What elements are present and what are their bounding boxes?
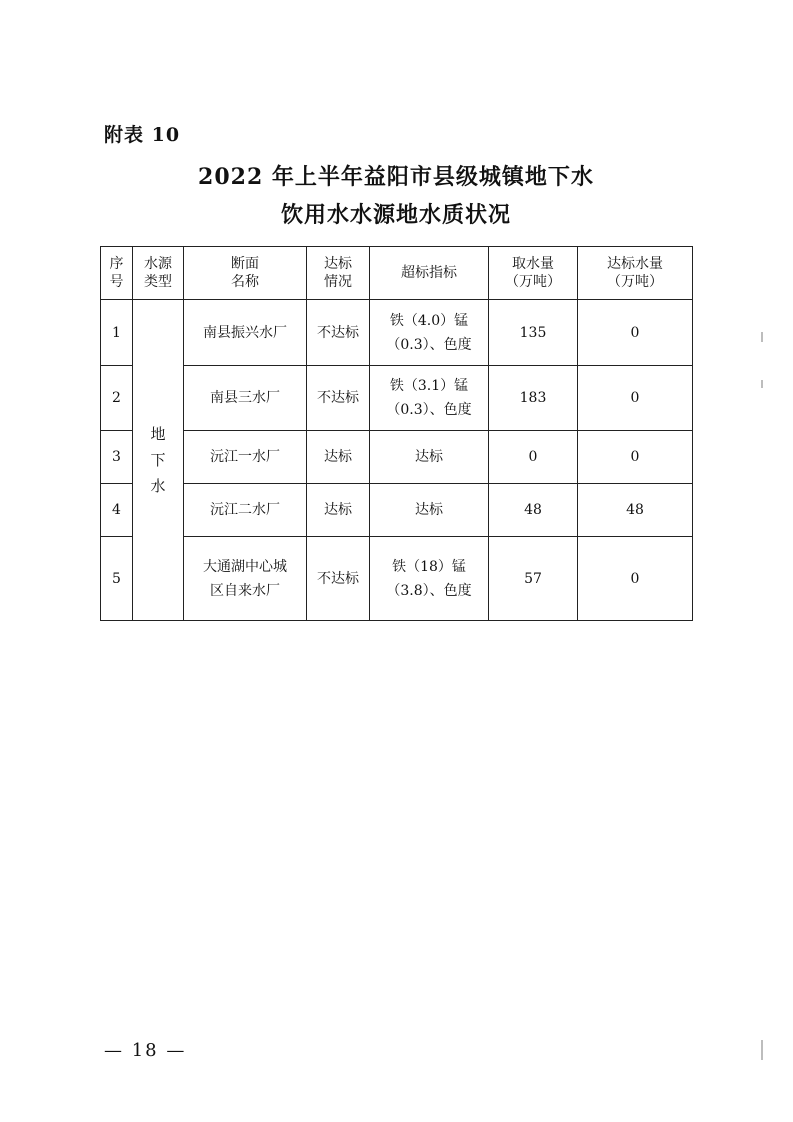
cell-exceed-indicators: 达标 [370, 484, 489, 537]
scan-margin-mark [761, 332, 763, 342]
cell-section-name: 南县三水厂 [184, 366, 307, 431]
cell-seq: 2 [101, 366, 133, 431]
cell-seq: 4 [101, 484, 133, 537]
header-section-name: 断面 名称 [184, 247, 307, 300]
cell-exceed-indicators: 铁（4.0）锰 （0.3）、色度 [370, 300, 489, 366]
cell-exceed-indicators: 铁（3.1）锰 （0.3）、色度 [370, 366, 489, 431]
header-exceed-indicators: 超标指标 [370, 247, 489, 300]
document-title-line-2: 饮用水水源地水质状况 [280, 202, 511, 228]
cell-qualified-volume: 48 [578, 484, 693, 537]
cell-water-type: 地 下 水 [133, 300, 184, 621]
table-row [101, 300, 693, 366]
cell-exceed-indicators: 达标 [370, 431, 489, 484]
cell-compliance: 达标 [307, 484, 370, 537]
cell-section-name: 沅江二水厂 [184, 484, 307, 537]
appendix-label: 附表 10 [104, 124, 181, 146]
cell-qualified-volume: 0 [578, 431, 693, 484]
scan-margin-mark [761, 380, 763, 388]
cell-qualified-volume: 0 [578, 537, 693, 621]
cell-compliance: 不达标 [307, 537, 370, 621]
table-row [101, 366, 693, 431]
table-row [101, 484, 693, 537]
cell-intake-volume: 48 [489, 484, 578, 537]
cell-intake-volume: 0 [489, 431, 578, 484]
cell-section-name: 大通湖中心城 区自来水厂 [184, 537, 307, 621]
cell-seq: 3 [101, 431, 133, 484]
cell-compliance: 不达标 [307, 366, 370, 431]
document-title-line-1: 2022 年上半年益阳市县级城镇地下水 [198, 164, 594, 190]
header-intake-volume: 取水量 （万吨） [489, 247, 578, 300]
cell-compliance: 不达标 [307, 300, 370, 366]
cell-intake-volume: 183 [489, 366, 578, 431]
cell-seq: 1 [101, 300, 133, 366]
table-row [101, 431, 693, 484]
water-quality-table [100, 246, 693, 621]
cell-section-name: 沅江一水厂 [184, 431, 307, 484]
cell-qualified-volume: 0 [578, 366, 693, 431]
cell-intake-volume: 57 [489, 537, 578, 621]
header-seq: 序 号 [101, 247, 133, 300]
cell-section-name: 南县振兴水厂 [184, 300, 307, 366]
cell-qualified-volume: 0 [578, 300, 693, 366]
header-water-type: 水源 类型 [133, 247, 184, 300]
page-number: — 18 — [104, 1040, 187, 1061]
cell-intake-volume: 135 [489, 300, 578, 366]
header-compliance: 达标 情况 [307, 247, 370, 300]
cell-exceed-indicators: 铁（18）锰 （3.8）、色度 [370, 537, 489, 621]
table-header-row [101, 247, 693, 300]
header-qualified-volume: 达标水量 （万吨） [578, 247, 693, 300]
cell-compliance: 达标 [307, 431, 370, 484]
cell-seq: 5 [101, 537, 133, 621]
scan-margin-mark [761, 1040, 763, 1060]
table-row [101, 537, 693, 621]
